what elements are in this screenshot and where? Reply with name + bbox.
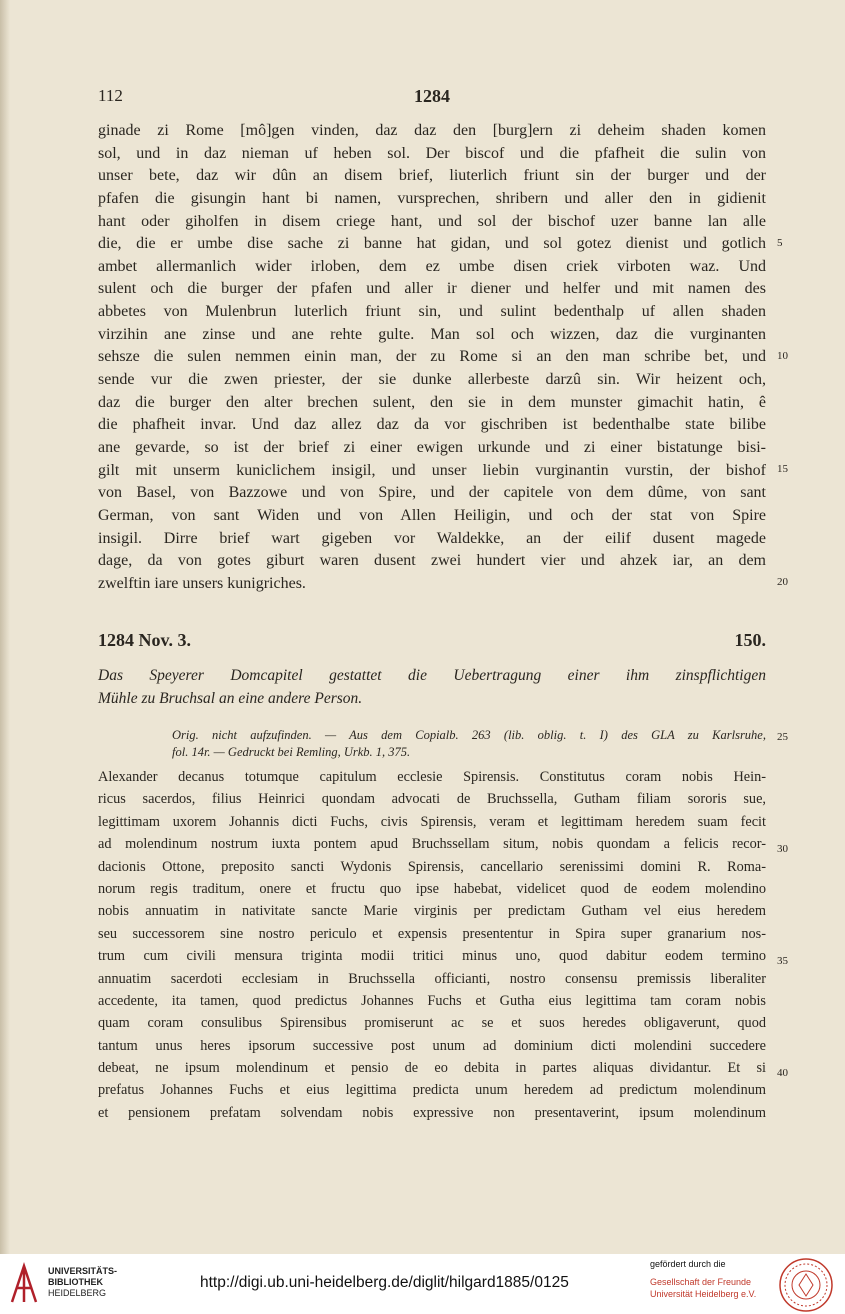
sponsor-block bbox=[650, 1258, 756, 1300]
text-line: pfafen die gisungin hant bi namen, vursprechen, shribern und aller den in gidienit bbox=[98, 189, 766, 207]
text-line: prefatus Johannes Fuchs et eius legittima predicta unum heredem ad predictum molendinum bbox=[98, 1082, 766, 1099]
page-number: 112 bbox=[98, 86, 123, 105]
line-number: 5 bbox=[777, 237, 783, 249]
text-line: tantum unus heres ipsorum successive post unum ad dominium dicti molendini succedere bbox=[98, 1037, 766, 1054]
text-line: quam coram consulibus Spirensibus promiserunt ac se et suos heredes obligaverunt, quod bbox=[98, 1015, 766, 1032]
library-name-line: BIBLIOTHEK bbox=[48, 1277, 103, 1287]
text-line: ginade zi Rome [mô]gen vinden, daz daz den [burg]ern zi deheim shaden komen bbox=[98, 122, 766, 139]
text-line: gilt mit unserm kuniclichem insigil, und unser liebin vurginantin vurstin, der bishof bbox=[98, 461, 766, 479]
sponsor-name: Gesellschaft der Freunde bbox=[650, 1277, 752, 1287]
library-name-line: UNIVERSITÄTS- bbox=[48, 1266, 118, 1276]
line-number: 15 bbox=[777, 463, 788, 475]
text-line: debeat, ne ipsum molendinum et pensio de eo debita in partes aliquas dividantur. Et si bbox=[98, 1060, 766, 1077]
library-name-line: HEIDELBERG bbox=[48, 1288, 107, 1298]
page-header bbox=[98, 86, 766, 108]
text-line: ricus sacerdos, filius Heinrici quondam advocati de Bruchssella, Gutham filiam sororis sue, bbox=[98, 791, 766, 808]
charter-heading bbox=[98, 630, 766, 654]
line-number: 20 bbox=[777, 576, 788, 588]
text-line: sulent och die burger der pfafen und aller ir diener und helfer und mit namen des bbox=[98, 280, 766, 298]
regest-line: Mühle zu Bruchsal an eine andere Person. bbox=[98, 690, 363, 707]
text-line: ane gevarde, so ist der brief zi einer ewigen urkunde und zi einer bistatunge bisi- bbox=[98, 438, 766, 456]
text-line: nobis annuatim in nativitate sancte Marie virginis per predictam Gutham vel eius heredem bbox=[98, 903, 766, 920]
charter-regest bbox=[98, 664, 766, 710]
text-line: von Basel, von Bazzowe und von Spire, und der capitele von dem dûme, von sant bbox=[98, 484, 766, 502]
text-line: unser bete, daz wir dûn an disem brief, liuterlich friunt sin der burger und der bbox=[98, 167, 766, 185]
text-line: abbetes von Mulenbrun luterlich friunt sin, und sulint bedenthalp uf allen shaden bbox=[98, 303, 766, 321]
source-line: Orig. nicht aufzufinden. — Aus dem Copialb. 263 (lib. oblig. t. I) des GLA zu Karlsruhe, bbox=[172, 728, 766, 742]
text-line: sehsze die sulen nemmen einin man, der zu Rome si an den man schribe bet, und bbox=[98, 348, 766, 366]
text-line: die, die er umbe dise sache zi banne hat gidan, und sol gotez dienist und gotlich bbox=[98, 235, 766, 253]
text-line: dacionis Ottone, preposito sancti Wydonis Spirensis, cancellario serenissimi domini R. Roma- bbox=[98, 858, 766, 875]
page-spine-shadow bbox=[0, 0, 10, 1254]
text-line: et pensionem prefatam solvendam nobis expressive non presentaverint, ipsum molendinum bbox=[98, 1104, 766, 1121]
text-line: ambet allermanlich wider irloben, dem ez umbe disen criek virboten waz. Und bbox=[98, 257, 766, 275]
source-line: fol. 14r. — Gedruckt bei Remling, Urkb. 1, 375. bbox=[172, 745, 411, 759]
text-line: dage, da von gotes giburt waren dusent zwei hundert vier und ahzek iar, an dem bbox=[98, 552, 766, 570]
charter-date: 1284 Nov. 3. bbox=[98, 630, 192, 650]
viewer-footer bbox=[0, 1254, 845, 1314]
university-library-logo-icon bbox=[8, 1262, 40, 1306]
permalink-url[interactable]: http://digi.ub.uni-heidelberg.de/diglit/hilgard1885/0125 bbox=[200, 1274, 569, 1291]
source-note bbox=[172, 727, 766, 761]
header-year: 1284 bbox=[414, 86, 450, 106]
text-line: insigil. Dirre brief wart gigeben vor Waldekke, an der eilif dusent magede bbox=[98, 529, 766, 547]
text-line: sende vur die zwen priester, der sie dunke allerbeste darzû sin. Wir heizent och, bbox=[98, 371, 766, 389]
sponsor-name: Universität Heidelberg e.V. bbox=[650, 1289, 757, 1299]
text-line: norum regis traditum, onere et fructu quo ipse habebat, videlicet quod de eodem molendino bbox=[98, 880, 766, 897]
text-section-1 bbox=[98, 120, 766, 595]
text-line: hant oder giholfen in disem criege hant, und sol der bischof uzer banne lan alle bbox=[98, 212, 766, 230]
sponsor-intro: gefördert durch die bbox=[650, 1259, 726, 1269]
library-name bbox=[48, 1266, 117, 1299]
text-line: German, von sant Widen und von Allen Heiligin, und och der stat von Spire bbox=[98, 506, 766, 524]
text-line: ad molendinum nostrum iuxta pontem apud Bruchssellam situm, nobis quondam a felicis recor- bbox=[98, 836, 766, 853]
text-line: accedente, ita tamen, quod predictus Johannes Fuchs et Gutha eius legittima tam coram nobis bbox=[98, 992, 766, 1009]
text-line: legittimam uxorem Johannis dicti Fuchs, civis Spirensis, veram et legittimam heredem suam fecit bbox=[98, 813, 766, 830]
text-line: sol, und in daz nieman uf heben sol. Der biscof und die pfafheit die sulin von bbox=[98, 144, 766, 162]
regest-line: Das Speyerer Domcapitel gestattet die Uebertragung einer ihm zinspflichtigen bbox=[98, 667, 766, 684]
line-number: 10 bbox=[777, 350, 788, 362]
line-number: 30 bbox=[777, 843, 788, 855]
text-line: trum cum civili mensura triginta modii tritici minus uno, quod dabitur eodem termino bbox=[98, 948, 766, 965]
text-line: daz die burger den alter brechen sulent, den sie in dem munster gimachit hatin, ê bbox=[98, 393, 766, 411]
text-line: virzihin ane zinse und ane rehte gulte. Man sol och wizzen, daz die vurginanten bbox=[98, 325, 766, 343]
text-line: zwelftin iare unsers kunigriches. bbox=[98, 574, 306, 592]
text-line: seu successorem sine nostro periculo et expensis presententur in Spira super granarium nos- bbox=[98, 925, 766, 942]
text-line: Alexander decanus totumque capitulum ecclesie Spirensis. Constitutus coram nobis Hein- bbox=[98, 769, 766, 785]
line-number: 40 bbox=[777, 1067, 788, 1079]
line-number: 35 bbox=[777, 955, 788, 967]
charter-number: 150. bbox=[734, 630, 766, 650]
text-section-2 bbox=[98, 766, 766, 1124]
university-seal-icon bbox=[778, 1257, 834, 1313]
text-line: annuatim sacerdoti ecclesiam in Bruchssella officianti, nostro consensu premissis liberaliter bbox=[98, 970, 766, 987]
line-number: 25 bbox=[777, 731, 788, 743]
text-line: die phafheit invar. Und daz allez daz da vor gischriben ist bedenthalbe state bilibe bbox=[98, 416, 766, 434]
